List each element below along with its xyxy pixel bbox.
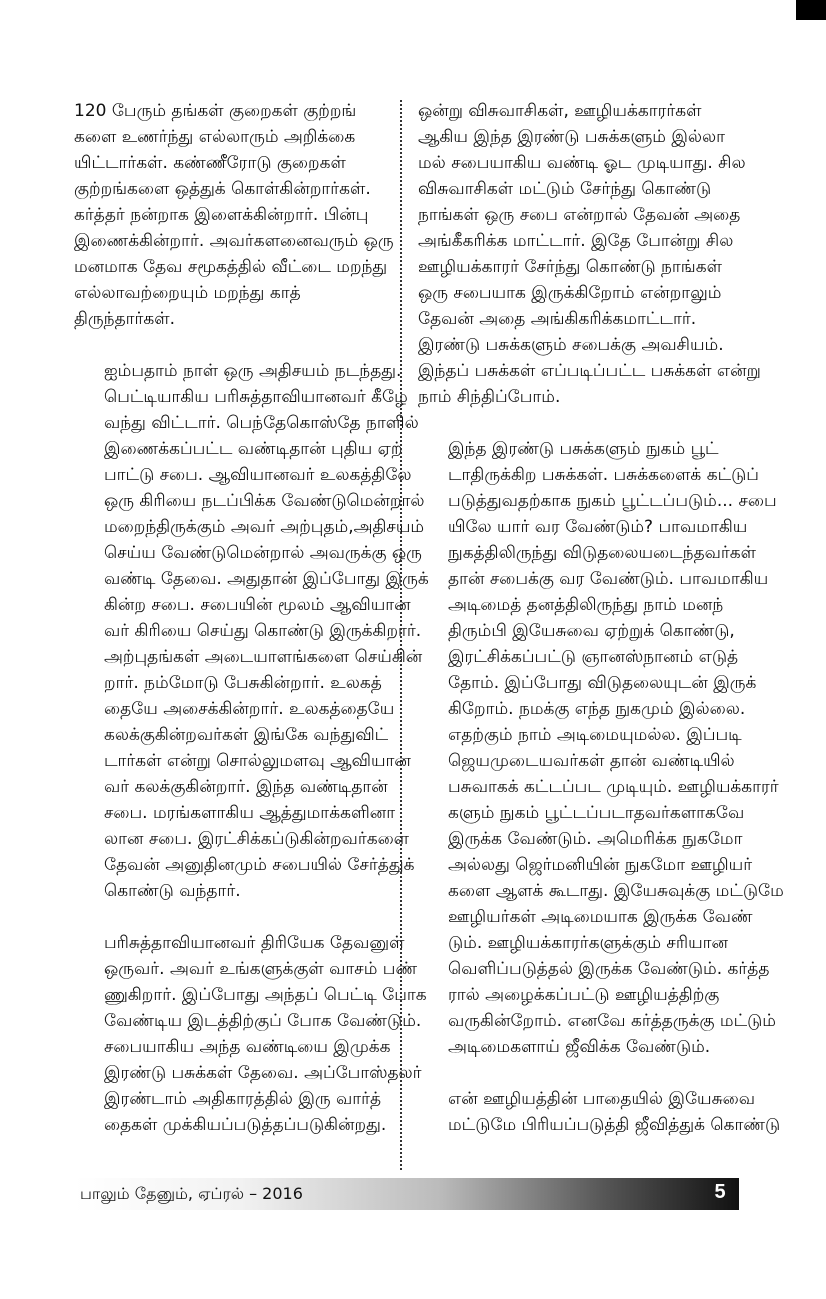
text-line: இரண்டு பசுக்களும் சபைக்கு அவசியம். (418, 335, 724, 355)
text-line: வந்து விட்டார். பெந்தேகொஸ்தே நாளில் (104, 413, 419, 433)
text-line: இந்த இரண்டு பசுக்களும் நுகம் பூட் (448, 439, 719, 459)
text-line: பாட்டு சபை. ஆவியானவர் உலகத்திலே (104, 465, 412, 485)
paragraph (418, 436, 784, 1060)
text-line: அல்லது ஜெர்மனியின் நுகமோ ஊழியர் (448, 855, 753, 875)
text-line: இரட்சிக்கப்பட்டு ஞானஸ்நானம் எடுத் (448, 647, 739, 667)
text-line: டார்கள் என்று சொல்லுமளவு ஆவியான (104, 751, 411, 771)
text-line: பரிசுத்தாவியானவர் திரியேக தேவனுள் (104, 933, 405, 953)
text-line: இருக்க வேண்டும். அமெரிக்க நுகமோ (448, 829, 743, 849)
text-line: இணைக்கப்பட்ட வண்டிதான் புதிய ஏற் (104, 439, 403, 459)
publication-footer: பாலும் தேனும், ஏப்ரல் – 2016 (80, 1184, 303, 1203)
text-line: தேவன் அதை அங்கிகரிக்கமாட்டார். (418, 309, 697, 329)
text-line: செய்ய வேண்டுமென்றால் அவருக்கு ஒரு (104, 543, 422, 563)
text-line: மட்டுமே பிரியப்படுத்தி ஜீவித்துக் கொண்டு (448, 1115, 781, 1135)
text-line: ரால் அழைக்கப்பட்டு ஊழியத்திற்கு (448, 985, 720, 1005)
text-line: வண்டி தேவை. அதுதான் இப்போது இருக் (104, 569, 429, 589)
text-line: டாதிருக்கிற பசுக்கள். பசுக்களைக் கட்டுப் (448, 465, 759, 485)
text-line: வேண்டிய இடத்திற்குப் போக வேண்டும். (104, 1011, 422, 1031)
text-line: ஆகிய இந்த இரண்டு பசுக்களும் இல்லா (418, 127, 725, 147)
paragraph (418, 1086, 781, 1138)
text-line: வர் கலக்குகின்றார். இந்த வண்டிதான் (104, 777, 388, 797)
text-line: மல் சபையாகிய வண்டி ஓட முடியாது. சில (418, 153, 746, 173)
text-line: கர்த்தர் நன்றாக இளைக்கின்றார். பின்பு (74, 205, 369, 225)
text-line: நாங்கள் ஒரு சபை என்றால் தேவன் அதை (418, 205, 741, 225)
text-line: குற்றங்களை ஒத்துக் கொள்கின்றார்கள். (74, 179, 371, 199)
text-line: என் ஊழியத்தின் பாதையில் இயேசுவை (448, 1089, 756, 1109)
text-line: இரண்டு பசுக்கள் தேவை. அப்போஸ்தலர் (104, 1063, 422, 1083)
text-line: தைகள் முக்கியப்படுத்தப்படுகின்றது. (104, 1115, 387, 1135)
text-line: தான் சபைக்கு வர வேண்டும். பாவமாகிய (448, 569, 769, 589)
text-line: மறைந்திருக்கும் அவர் அற்புதம்,அதிசயம் (104, 517, 425, 537)
text-line: கொண்டு வந்தார். (104, 881, 241, 901)
text-line: ஊழியர்கள் அடிமையாக இருக்க வேண் (448, 907, 753, 927)
text-line: றார். நம்மோடு பேசுகின்றார். உலகத் (104, 673, 382, 693)
text-line: மனமாக தேவ சமூகத்தில் வீட்டை மறந்து (74, 257, 388, 277)
text-line: இரண்டாம் அதிகாரத்தில் இரு வார்த் (104, 1089, 382, 1109)
text-line: ஒருவர். அவர் உங்களுக்குள் வாசம் பண் (104, 959, 418, 979)
text-line: தையே அசைக்கின்றார். உலகத்தையே (104, 699, 395, 719)
text-line: கலக்குகின்றவர்கள் இங்கே வந்துவிட் (104, 725, 389, 745)
text-line: ஜெயமுடையவர்கள் தான் வண்டியில் (448, 751, 735, 771)
page-number: 5 (714, 1181, 726, 1203)
text-line: எதற்கும் நாம் அடிமையுமல்ல. இப்படி (448, 725, 742, 745)
text-line: சபையாகிய அந்த வண்டியை இமுக்க (104, 1037, 391, 1057)
text-line: நாம் சிந்திப்போம். (418, 387, 561, 407)
text-line: வெளிப்படுத்தல் இருக்க வேண்டும். கர்த்த (448, 959, 770, 979)
corner-mark (796, 0, 826, 20)
text-line: படுத்துவதற்காக நுகம் பூட்டப்படும்... சபை (448, 491, 777, 511)
text-line: வருகின்றோம். எனவே கர்த்தருக்கு மட்டும் (448, 1011, 776, 1031)
text-line: யிலே யார் வர வேண்டும்? பாவமாகிய (448, 517, 748, 537)
text-line: ஒரு கிரியை நடப்பிக்க வேண்டுமென்றால் (104, 491, 425, 511)
text-line: திரும்பி இயேசுவை ஏற்றுக் கொண்டு, (448, 621, 735, 641)
text-line: அங்கீகரிக்க மாட்டார். இதே போன்று சில (418, 231, 734, 251)
text-line: டும். ஊழியக்காரர்களுக்கும் சரியான (448, 933, 729, 953)
left-column (74, 98, 429, 1138)
paragraph (74, 98, 398, 332)
text-line: இணைக்கின்றார். அவர்களனைவரும் ஒரு (74, 231, 394, 251)
text-line: லான சபை. இரட்சிக்கப்டுகின்றவர்களை (104, 829, 410, 849)
text-line: ஒரு சபையாக இருக்கிறோம் என்றாலும் (418, 283, 722, 303)
text-line: அற்புதங்கள் அடையாளங்களை செய்கின் (104, 647, 423, 667)
text-line: ஒன்று விசுவாசிகள், ஊழியக்காரர்கள் (418, 101, 702, 121)
text-line: ஐம்பதாம் நாள் ஒரு அதிசயம் நடந்தது. (104, 361, 402, 381)
text-line: ணுகிறார். இப்போது அந்தப் பெட்டி போக (104, 985, 427, 1005)
text-line: களும் நுகம் பூட்டப்படாதவர்களாகவே (448, 803, 745, 823)
text-line: களை உணர்ந்து எல்லாரும் அறிக்கை (74, 127, 356, 147)
text-line: சபை. மரங்களாகிய ஆத்துமாக்களினா (104, 803, 396, 823)
paragraph (74, 358, 429, 904)
paragraph (418, 98, 761, 410)
text-line: இந்தப் பசுக்கள் எப்படிப்பட்ட பசுக்கள் என்று (418, 361, 761, 381)
text-line: ஊழியக்காரர் சேர்ந்து கொண்டு நாங்கள் (418, 257, 722, 277)
top-edge-strip (0, 0, 826, 20)
text-line: எல்லாவற்றையும் மறந்து காத் (74, 283, 301, 303)
right-column (418, 98, 784, 1138)
text-line: தேவன் அனுதினமும் சபையில் சேர்த்துக் (104, 855, 415, 875)
text-line: நுகத்திலிருந்து விடுதலையடைந்தவர்கள் (448, 543, 757, 563)
text-line: யிட்டார்கள். கண்ணீரோடு குறைகள் (74, 153, 346, 173)
text-line: 120 பேரும் தங்கள் குறைகள் குற்றங் (74, 101, 357, 121)
text-line: கின்ற சபை. சபையின் மூலம் ஆவியான (104, 595, 411, 615)
column-divider (400, 100, 402, 1170)
text-line: கிறோம். நமக்கு எந்த நுகமும் இல்லை. (448, 699, 746, 719)
text-line: விசுவாசிகள் மட்டும் சேர்ந்து கொண்டு (418, 179, 712, 199)
text-line: திருந்தார்கள். (74, 309, 176, 329)
text-line: தோம். இப்போது விடுதலையுடன் இருக் (448, 673, 757, 693)
text-line: அடிமைத் தனத்திலிருந்து நாம் மனந் (448, 595, 724, 615)
text-line: களை ஆளக் கூடாது. இயேசுவுக்கு மட்டுமே (448, 881, 784, 901)
text-line: வர் கிரியை செய்து கொண்டு இருக்கிறார். (104, 621, 422, 641)
text-line: அடிமைகளாய் ஜீவிக்க வேண்டும். (448, 1037, 711, 1057)
paragraph (74, 930, 427, 1138)
text-line: பசுவாகக் கட்டப்பட முடியும். ஊழியக்காரர் (448, 777, 779, 797)
text-line: பெட்டியாகிய பரிசுத்தாவியானவர் கீழே (104, 387, 408, 407)
